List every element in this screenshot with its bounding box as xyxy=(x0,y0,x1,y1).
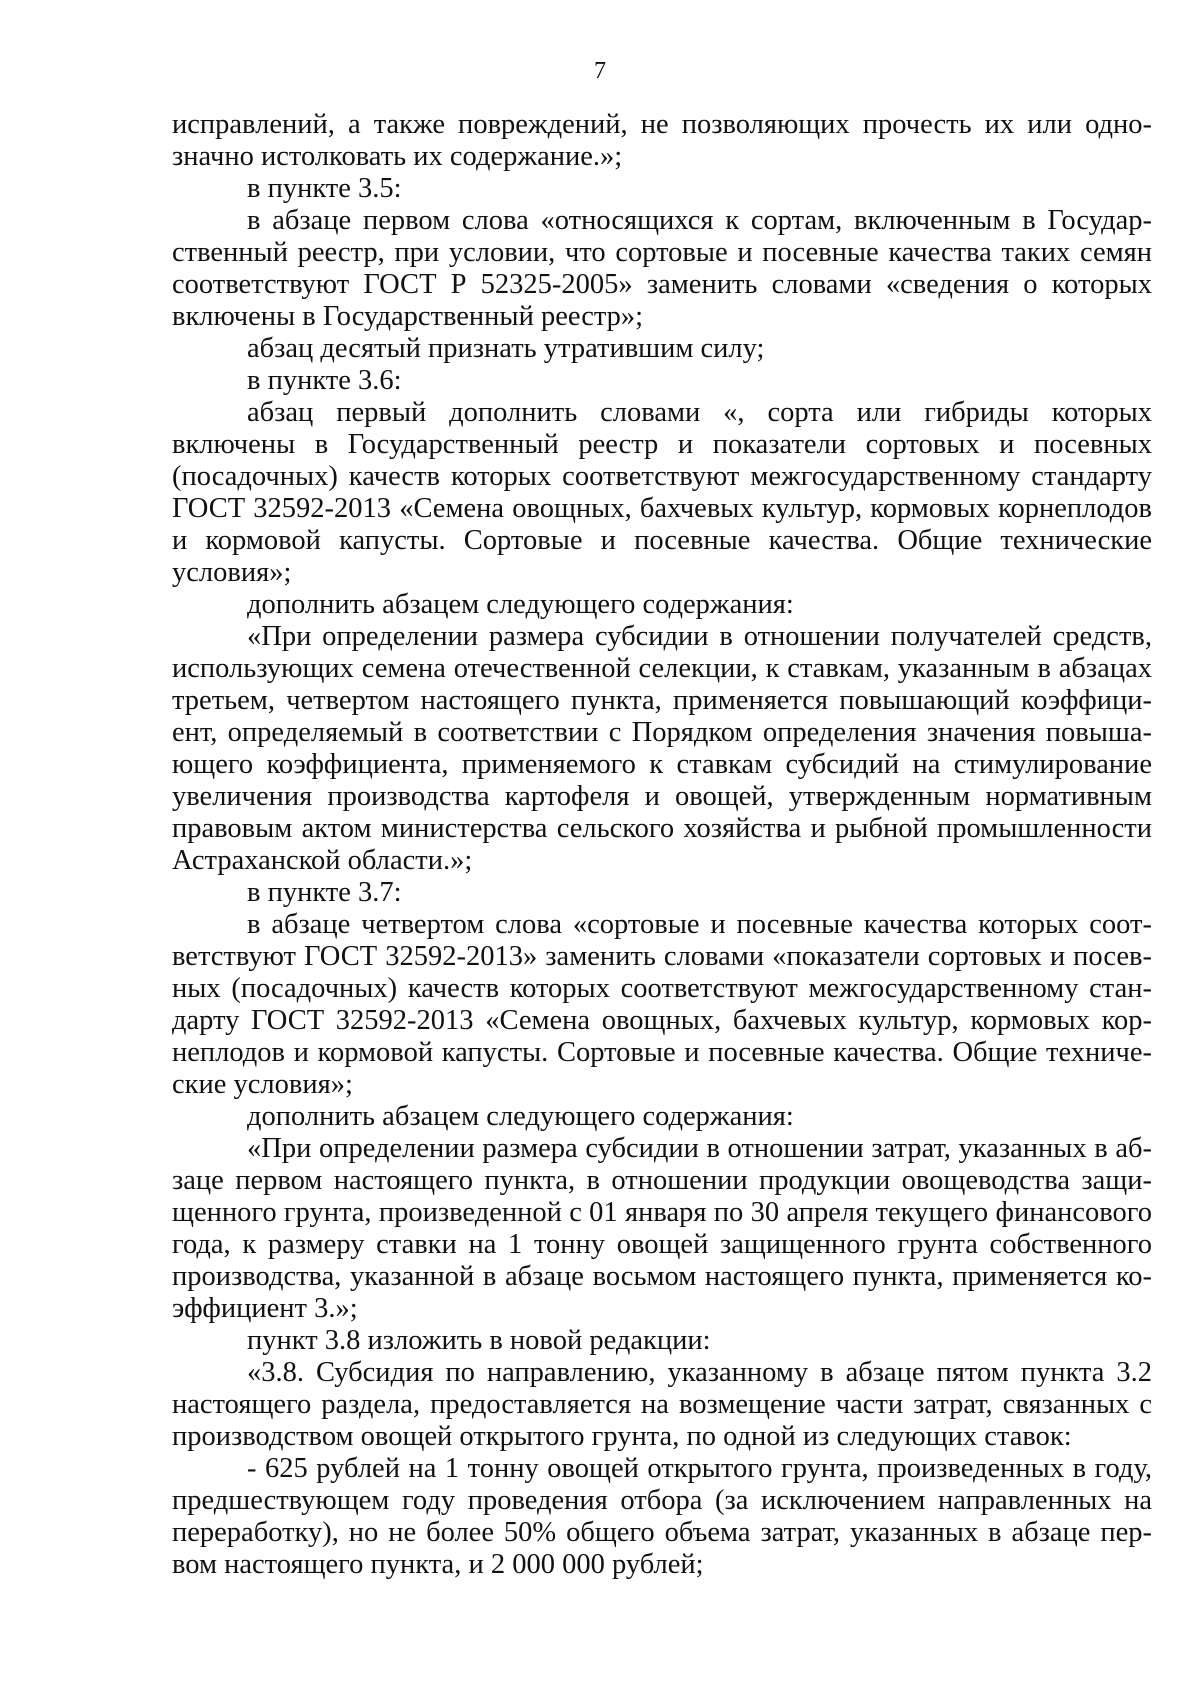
paragraph: пункт 3.8 изложить в новой редакции: xyxy=(247,1325,711,1356)
paragraph: абзац десятый признать утратившим силу; xyxy=(247,333,765,364)
paragraph: исправлений, а также повреждений, не позволяющих прочесть их или однозначно истолковать их содержание.»; xyxy=(172,109,1152,172)
paragraph: абзац первый дополнить словами «, сорта или гибриды которых включены в Государственный реестр и показатели сортовых и посевных (посадочных) качеств которых соответствуют межгосударственному стандарту ГОСТ 32592-2013 «Семена овощных, бахчевых культур, кормовых корнеплодов и кормовой капусты. Сортовые и посевные качества. Общие технические условия»; xyxy=(172,397,1152,588)
paragraph: в пункте 3.5: xyxy=(247,173,402,204)
page-number: 7 xyxy=(594,58,606,84)
paragraph: дополнить абзацем следующего содержания: xyxy=(247,589,794,620)
paragraph: дополнить абзацем следующего содержания: xyxy=(247,1101,794,1132)
paragraph: в абзаце первом слова «относящихся к сортам, включенным в Государственный реестр, при условии, что сортовые и посевные качества таких семян соответствуют ГОСТ Р 52325-2005» заменить словами «сведения о которых включены в Государственный реестр»; xyxy=(172,205,1152,332)
paragraph: в пункте 3.6: xyxy=(247,365,402,396)
paragraph: «При определении размера субсидии в отношении получателей средств, использующих семена отечественной селекции, к ставкам, указанным в абзацах третьем, четвертом настоящего пункта, применяется повышающий коэффициент, определяемый в соответствии с Порядком определения значения повышающего коэффициента, применяемого к ставкам субсидий на стимулирование увеличения производства картофеля и овощей, утвержденным нормативным правовым актом министерства сельского хозяйства и рыбной промышленности Астраханской области.»; xyxy=(172,621,1152,876)
document-body xyxy=(172,109,1152,1581)
paragraph: - 625 рублей на 1 тонну овощей открытого грунта, произведенных в году, предшествующем году проведения отбора (за исключением направленных на переработку), но не более 50% общего объема затрат, указанных в абзаце первом настоящего пункта, и 2 000 000 рублей; xyxy=(172,1453,1152,1580)
paragraph: в пункте 3.7: xyxy=(247,877,402,908)
paragraph: «При определении размера субсидии в отношении затрат, указанных в абзаце первом настоящего пункта, в отношении продукции овощеводства защищенного грунта, произведенной с 01 января по 30 апреля текущего финансового года, к размеру ставки на 1 тонну овощей защищенного грунта собственного производства, указанной в абзаце восьмом настоящего пункта, применяется коэффициент 3.»; xyxy=(172,1133,1152,1324)
paragraph: «3.8. Субсидия по направлению, указанному в абзаце пятом пункта 3.2 настоящего раздела, предоставляется на возмещение части затрат, связанных с производством овощей открытого грунта, по одной из следующих ставок: xyxy=(172,1357,1152,1452)
paragraph: в абзаце четвертом слова «сортовые и посевные качества которых соответствуют ГОСТ 32592-2013» заменить словами «показатели сортовых и посевных (посадочных) качеств которых соответствуют межгосударственному стандарту ГОСТ 32592-2013 «Семена овощных, бахчевых культур, кормовых корнеплодов и кормовой капусты. Сортовые и посевные качества. Общие технические условия»; xyxy=(172,909,1152,1100)
